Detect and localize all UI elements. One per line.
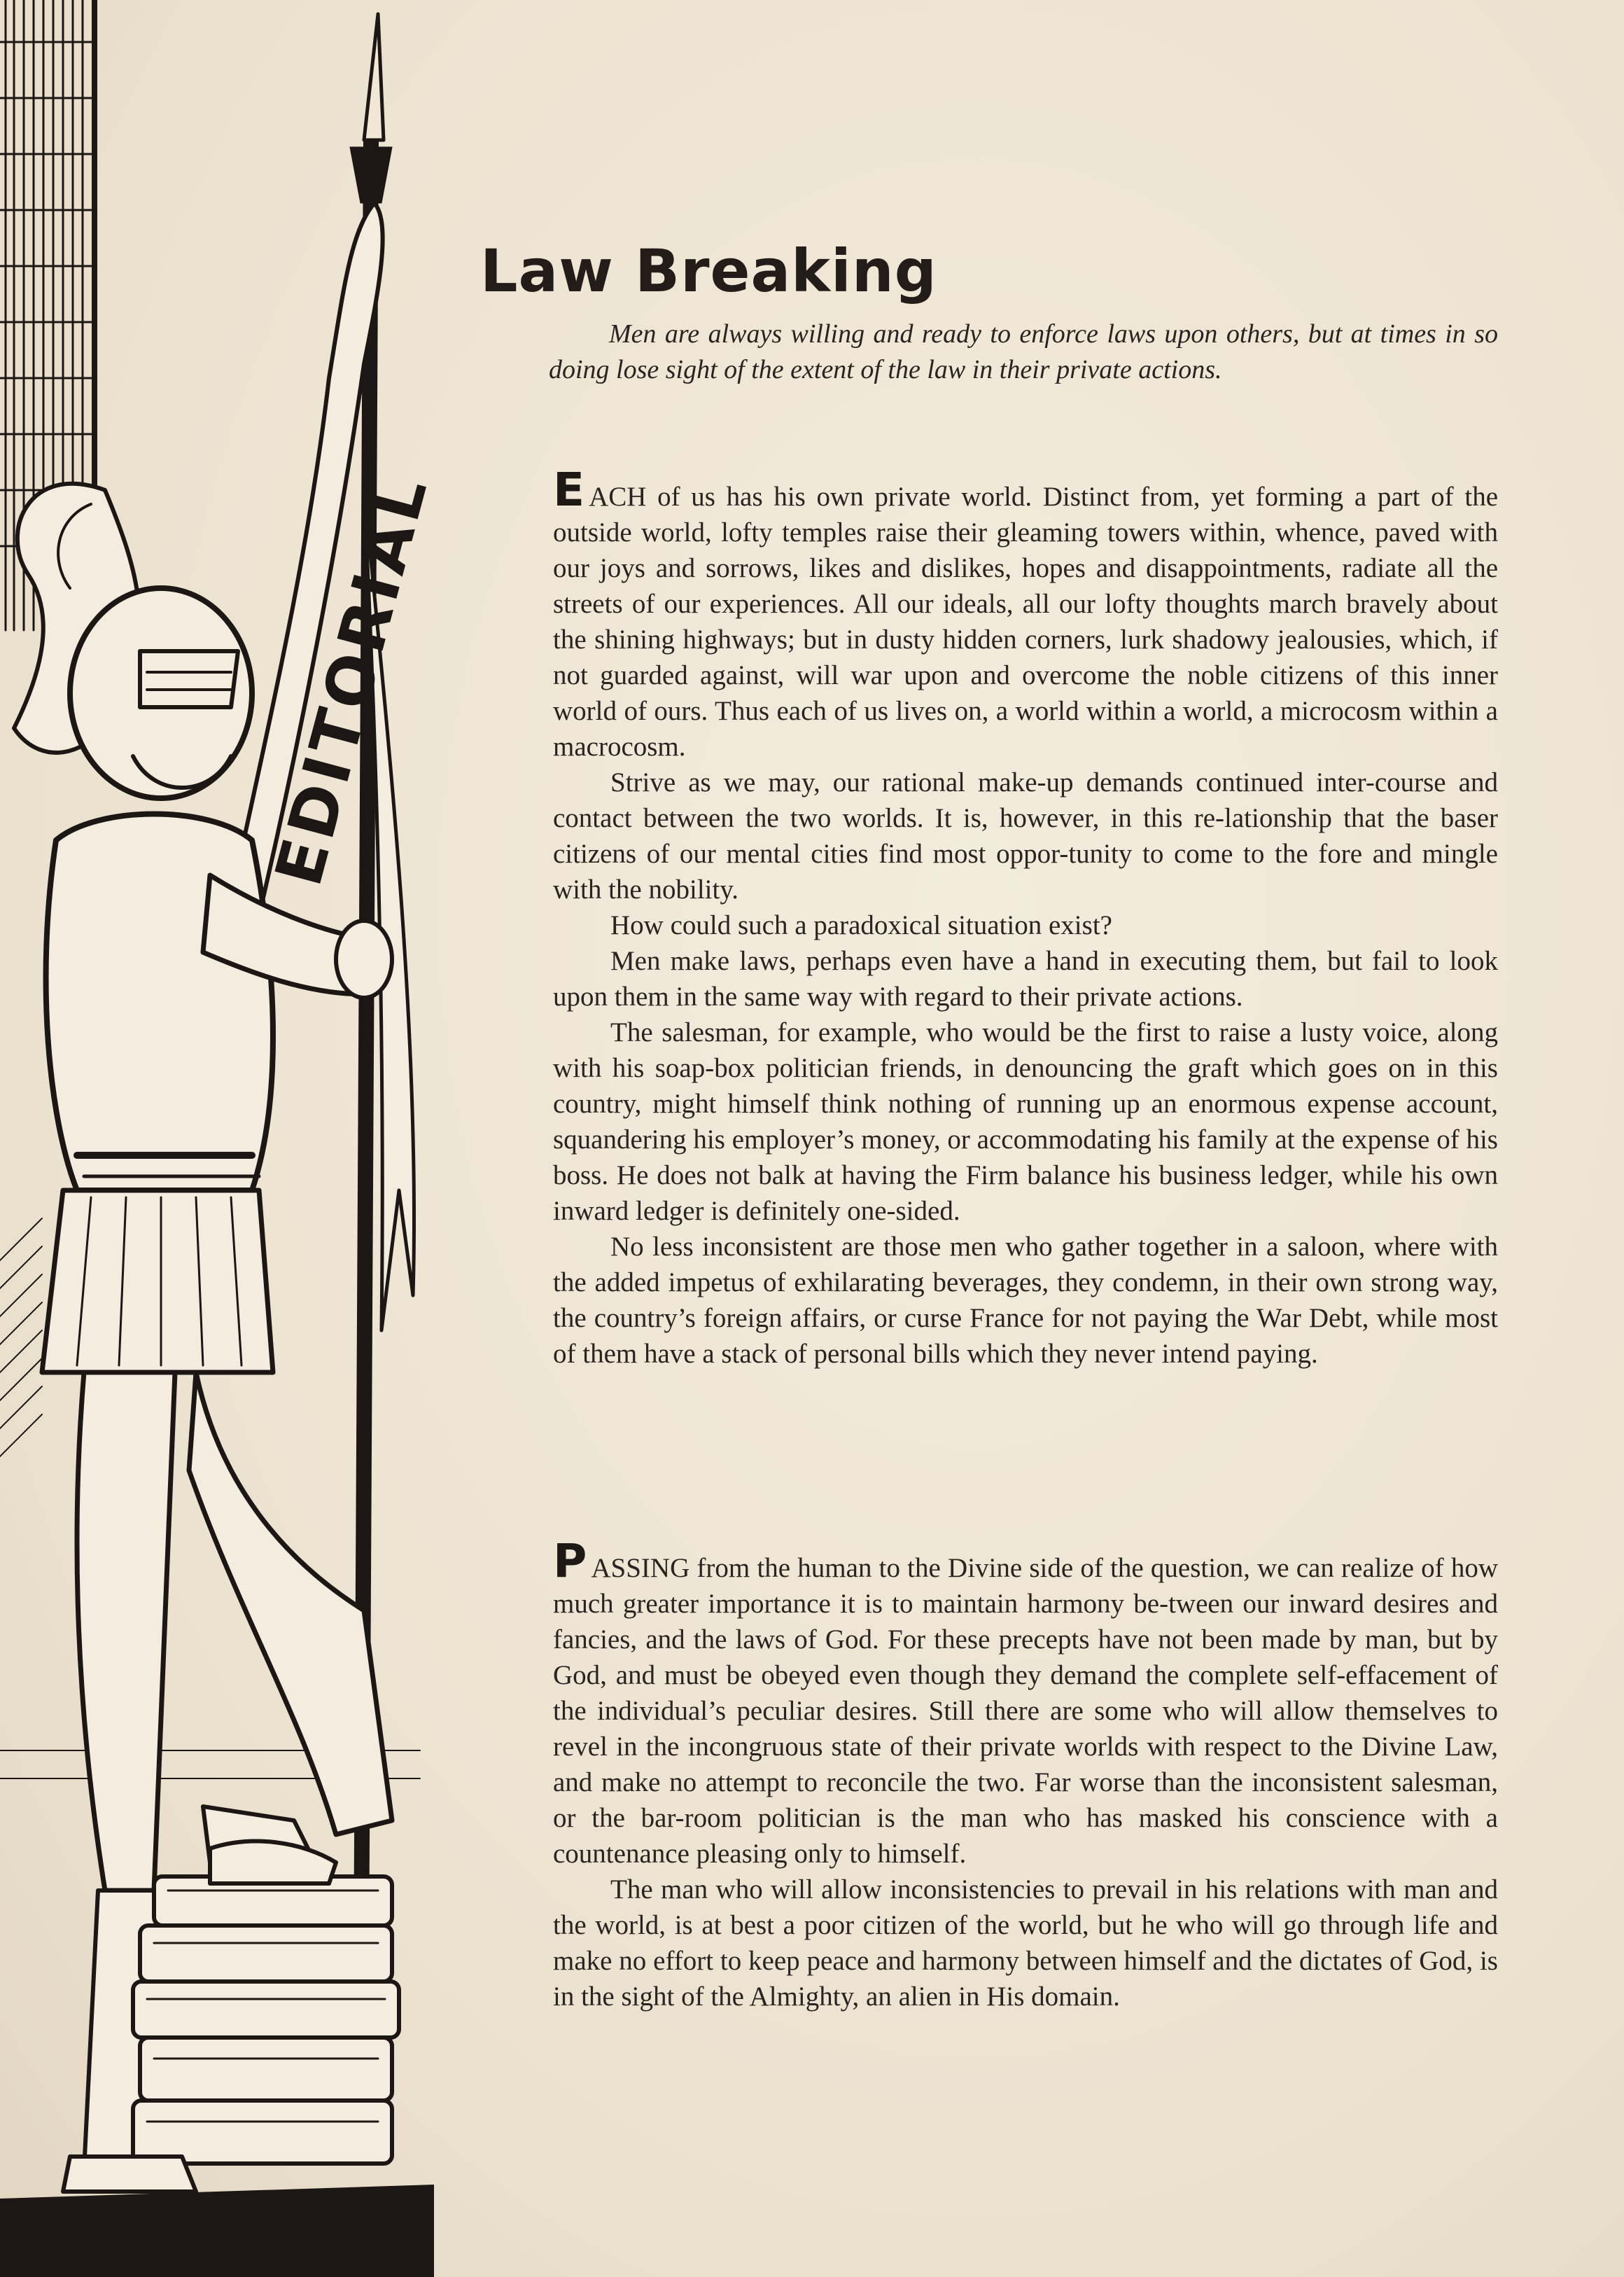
- dropcap-e: E: [553, 463, 585, 517]
- section-2: [553, 1534, 1498, 2014]
- paragraph: Strive as we may, our rational make-up demands continued inter-course and contact between the two worlds. It is, however, in this re-lationship that the baser citizens of our mental cities find most oppor-tunity to come to the fore and mingle with the nobility.: [553, 767, 1498, 905]
- section-1: [553, 463, 1498, 1372]
- paragraph: No less inconsistent are those men who gather together in a saloon, where with the added impetus of exhilarating beverages, they condemn, in their own strong way, the country’s foreign affairs, or curse France for not paying the War Debt, while most of them have a stack of personal bills which they never intend paying.: [553, 1232, 1498, 1369]
- article-subtitle: [549, 316, 1498, 388]
- article-title: Law Breaking: [480, 237, 937, 305]
- paragraph: Men make laws, perhaps even have a hand in executing them, but fail to look upon them in the same way with regard to their private actions.: [553, 946, 1498, 1012]
- paragraph: The salesman, for example, who would be the first to raise a lusty voice, along with his soap-box politician friends, in denouncing the graft which goes on in this country, might himself think nothing of running up an enormous expense account, squandering his employer’s money, or accommodating his family at the expense of his boss. He does not balk at having the Firm balance his business ledger, while his own inward ledger is definitely one-sided.: [553, 1017, 1498, 1226]
- section-1-lead-paragraph: [553, 463, 1498, 765]
- section-2-lead-text: ASSING from the human to the Divine side of the question, we can realize of how much greater importance it is to maintain harmony be-tween our inward desires and fancies, and the laws of God. For these precepts have not been made by man, but by God, and must be obeyed even though they demand the complete self-effacement of the individual’s peculiar desires. Still there are some who will allow themselves to revel in the incongruous state of their private worlds with respect to the Divine Law, and make no attempt to reconcile the two. Far worse than the inconsistent salesman, or the bar-room politician is the man who has masked his conscience with a countenance pleasing only to himself.: [553, 1553, 1498, 1869]
- subtitle-text: Men are always willing and ready to enforce laws upon others, but at times in so doing lose sight of the extent of the law in their private actions.: [549, 319, 1498, 384]
- section-1-lead-text: ACH of us has his own private world. Distinct from, yet forming a part of the outside world, lofty temples raise their gleaming towers within, whence, paved with our joys and sorrows, likes and dislikes, hopes and disappointments, radiate all the streets of our experiences. All our ideals, all our lofty thoughts march bravely about the shining highways; but in dusty hidden corners, lurk shadowy jealousies, which, if not guarded against, will war upon and overcome the noble citizens of this inner world of ours. Thus each of us lives on, a world within a world, a microcosm within a macrocosm.: [553, 482, 1498, 762]
- paragraph: The man who will allow inconsistencies to prevail in his relations with man and the world, is at best a poor citizen of the world, but he who will go through life and make no effort to keep peace and harmony between himself and the dictates of God, is in the sight of the Almighty, an alien in His domain.: [553, 1874, 1498, 2012]
- dropcap-p: P: [553, 1534, 587, 1588]
- knight-illustration: [0, 0, 448, 2277]
- svg-text:EDITORIAL: EDITORIAL: [260, 466, 443, 893]
- section-2-lead-paragraph: [553, 1534, 1498, 1872]
- paragraph: How could such a paradoxical situation exist?: [610, 910, 1112, 940]
